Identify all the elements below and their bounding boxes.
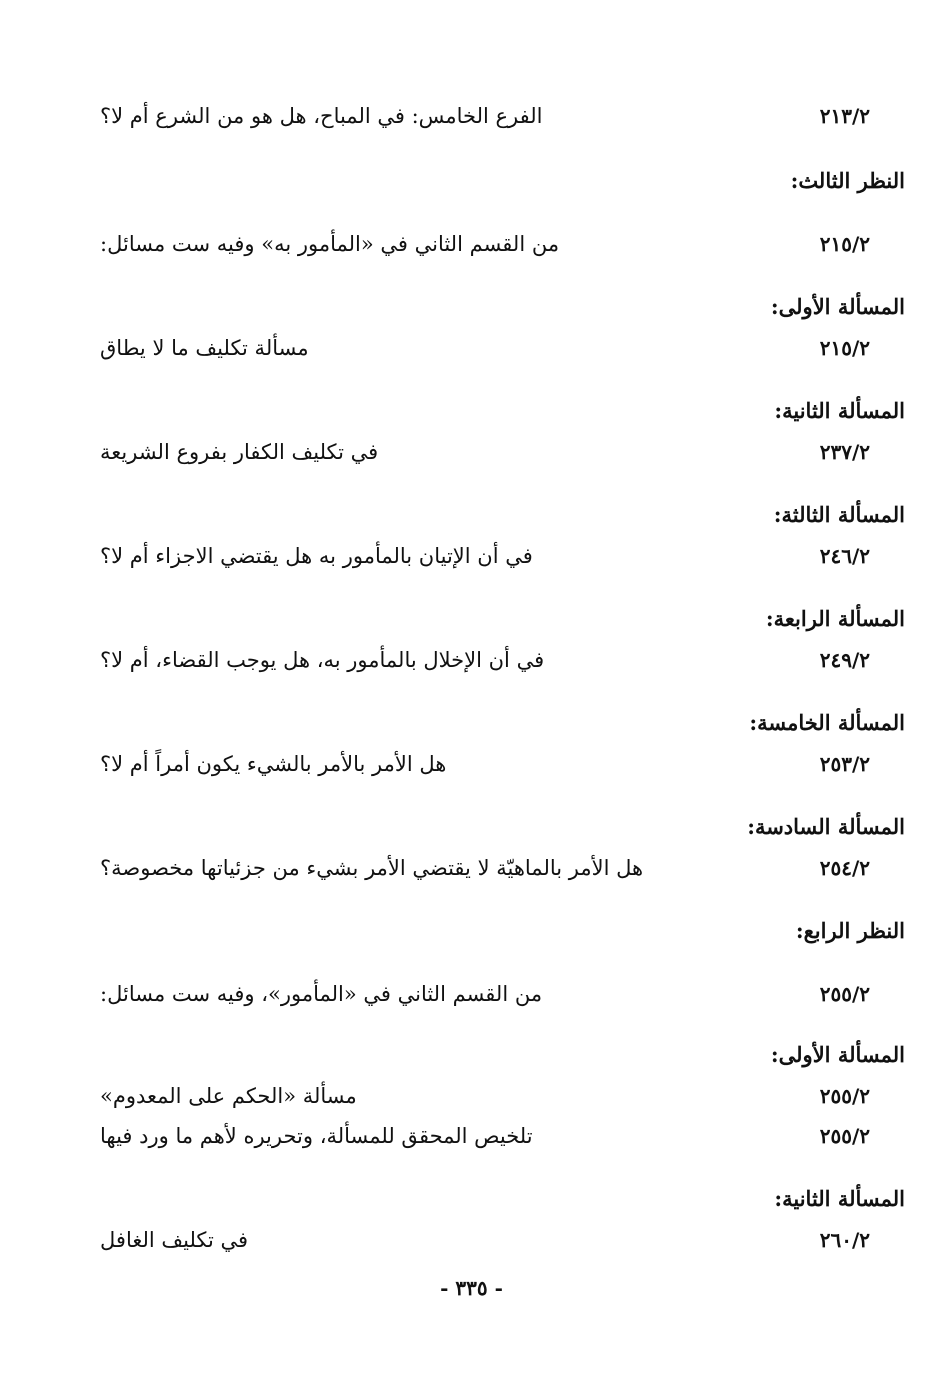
toc-entry-title: في أن الإخلال بالمأمور به، هل يوجب القضاء، أم لا؟ xyxy=(100,648,545,672)
toc-entry xyxy=(100,232,870,256)
toc-entry-page-ref: ٢١٣/٢ xyxy=(819,104,870,128)
toc-entry xyxy=(100,856,870,880)
toc-entry xyxy=(100,1084,870,1108)
toc-entry-title: مسألة «الحكم على المعدوم» xyxy=(100,1084,357,1108)
toc-entry-page-ref: ٢٣٧/٢ xyxy=(819,440,870,464)
toc-entry-page-ref: ٢٥٥/٢ xyxy=(819,982,870,1006)
toc-entry xyxy=(100,104,870,128)
toc-entry-title: في تكليف الغافل xyxy=(100,1228,249,1252)
toc-entry-page-ref: ٢٥٤/٢ xyxy=(819,856,870,880)
toc-entry-title: تلخيص المحقق للمسألة، وتحريره لأهم ما ورد فيها xyxy=(100,1124,533,1148)
toc-entry-title: مسألة تكليف ما لا يطاق xyxy=(100,336,309,360)
toc-section-heading: المسألة السادسة: xyxy=(747,814,905,839)
toc-entry-page-ref: ٢٥٥/٢ xyxy=(819,1084,870,1108)
toc-section-heading: المسألة الأولى: xyxy=(770,294,905,319)
toc-entry xyxy=(100,1228,870,1252)
toc-entry xyxy=(100,1124,870,1148)
toc-entry-page-ref: ٢٥٣/٢ xyxy=(819,752,870,776)
toc-section-heading: المسألة الثانية: xyxy=(774,1186,905,1211)
toc-section-heading: المسألة الثالثة: xyxy=(773,502,905,527)
toc-entry-page-ref: ٢٤٩/٢ xyxy=(819,648,870,672)
toc-entry-page-ref: ٢٤٦/٢ xyxy=(819,544,870,568)
toc-entry-title: هل الأمر بالأمر بالشيء يكون أمراً أم لا؟ xyxy=(100,752,447,776)
toc-section-heading: المسألة الثانية: xyxy=(774,398,905,423)
toc-entry xyxy=(100,440,870,464)
toc-section-heading: المسألة الأولى: xyxy=(770,1042,905,1067)
toc-entry-page-ref: ٢١٥/٢ xyxy=(819,336,870,360)
toc-entry-page-ref: ٢١٥/٢ xyxy=(819,232,870,256)
toc-entry-title: في أن الإتيان بالمأمور به هل يقتضي الاجزاء أم لا؟ xyxy=(100,544,533,568)
toc-section-heading: المسألة الرابعة: xyxy=(765,606,905,631)
toc-entry xyxy=(100,336,870,360)
toc-section-heading: النظر الثالث: xyxy=(790,168,905,193)
toc-entry xyxy=(100,982,870,1006)
toc-entry-page-ref: ٢٦٠/٢ xyxy=(819,1228,870,1252)
page-number: - ٣٣٥ - xyxy=(440,1276,503,1300)
toc-entry xyxy=(100,544,870,568)
toc-entry-title: في تكليف الكفار بفروع الشريعة xyxy=(100,440,379,464)
toc-entry xyxy=(100,752,870,776)
toc-section-heading: المسألة الخامسة: xyxy=(749,710,905,735)
toc-section-heading: النظر الرابع: xyxy=(795,918,905,943)
toc-entry-title: من القسم الثاني في «المأمور»، وفيه ست مسائل: xyxy=(100,982,543,1006)
toc-entry-title: من القسم الثاني في «المأمور به» وفيه ست مسائل: xyxy=(100,232,560,256)
toc-entry xyxy=(100,648,870,672)
toc-entry-page-ref: ٢٥٥/٢ xyxy=(819,1124,870,1148)
toc-entry-title: هل الأمر بالماهيّة لا يقتضي الأمر بشيء من جزئياتها مخصوصة؟ xyxy=(100,856,644,880)
toc-entry-title: الفرع الخامس: في المباح، هل هو من الشرع أم لا؟ xyxy=(100,104,543,128)
